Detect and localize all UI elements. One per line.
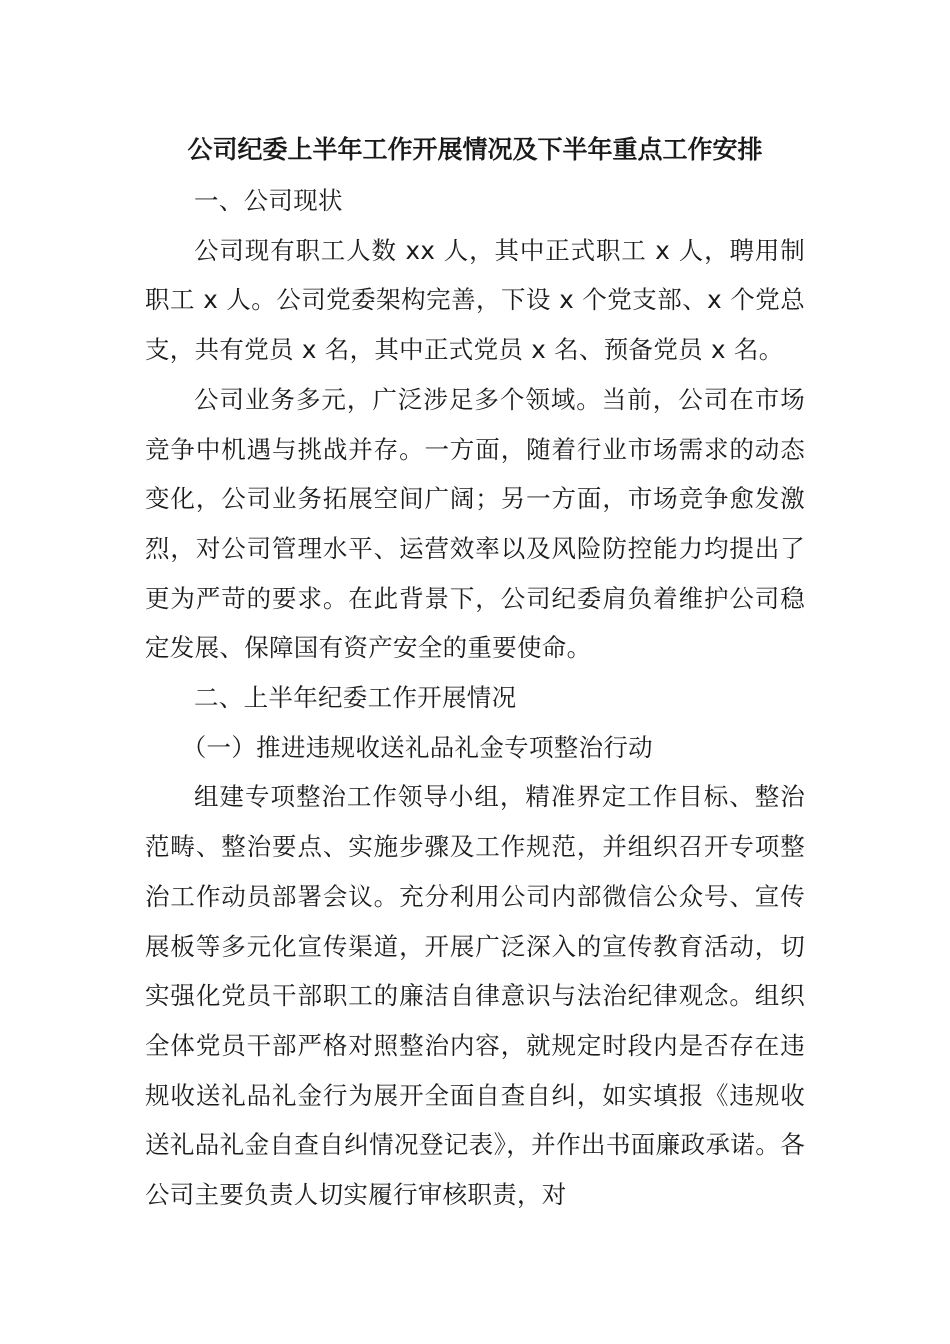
document-body xyxy=(145,176,805,1220)
paragraph-company-status: 公司现有职工人数 xx 人，其中正式职工 x 人，聘用制职工 x 人。公司党委架构完善，下设 x 个党支部、x 个党总支，共有党员 x 名，其中正式党员 x 名、预备党员 x 名。 xyxy=(145,235,805,365)
section-heading-1: 一、公司现状 xyxy=(194,186,343,215)
paragraph-special-rectification: 组建专项整治工作领导小组，精准界定工作目标、整治范畴、整治要点、实施步骤及工作规范，并组织召开专项整治工作动员部署会议。充分利用公司内部微信公众号、宣传展板等多元化宣传渠道，开展广泛深入的宣传教育活动，切实强化党员干部职工的廉洁自律意识与法治纪律观念。组织全体党员干部严格对照整治内容，就规定时段内是否存在违规收送礼品礼金行为展开全面自查自纠，如实填报《违规收送礼品礼金自查自纠情况登记表》，并作出书面廉政承诺。各公司主要负责人切实履行审核职责，对 xyxy=(145,782,805,1210)
subsection-heading-1: （一）推进违规收送礼品礼金专项整治行动 xyxy=(181,732,653,762)
section-heading-2: 二、上半年纪委工作开展情况 xyxy=(194,683,517,713)
paragraph-business: 公司业务多元，广泛涉足多个领域。当前，公司在市场竞争中机遇与挑战并存。一方面，随着行业市场需求的动态变化，公司业务拓展空间广阔；另一方面，市场竞争愈发激烈，对公司管理水平、运营效率以及风险防控能力均提出了更为严苛的要求。在此背景下，公司纪委肩负着维护公司稳定发展、保障国有资产安全的重要使命。 xyxy=(145,384,805,663)
document-title: 公司纪委上半年工作开展情况及下半年重点工作安排 xyxy=(187,135,763,164)
